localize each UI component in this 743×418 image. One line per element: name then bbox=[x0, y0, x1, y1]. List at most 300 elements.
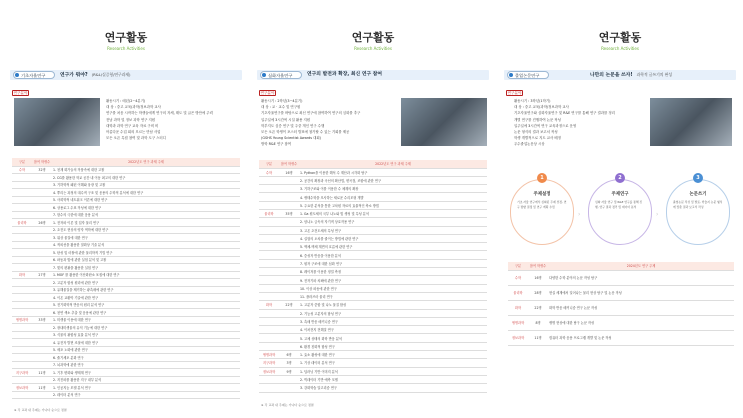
table-header-cell: 참여 학생수 bbox=[32, 158, 52, 166]
count-cell: 9명 bbox=[279, 367, 299, 375]
section-headline: 연구의 발전과 확장, 최신 연구 참여 bbox=[307, 72, 383, 77]
bullet: 연구를 처음 시작하는 학생들에게 연구의 자세, 태도 및 글은 방안에 주력 bbox=[106, 111, 213, 116]
table-row bbox=[12, 234, 240, 242]
count-cell bbox=[279, 234, 299, 242]
table-row bbox=[259, 367, 487, 375]
subject-cell bbox=[259, 243, 279, 251]
subject-cell: 생명과학 bbox=[259, 351, 279, 359]
subject-cell: 지구과학 bbox=[259, 359, 279, 367]
table-header-cell: 2024년도 연구 주제 bbox=[548, 262, 734, 270]
count-cell: 6명 bbox=[279, 351, 299, 359]
bullet: 기초자율연구를 바탕으로 최신 연구에 참여하여 연구의 심화를 추구 bbox=[261, 111, 361, 116]
topic-cell: 4. 뿌리는 과정의 대수적 구조 및 응용의 수학적 분석에 대한 연구 bbox=[52, 189, 240, 197]
subject-cell bbox=[12, 346, 32, 354]
topic-cell: 2. 지진파를 활용한 지구 내부 분석 bbox=[52, 376, 240, 384]
subject-cell bbox=[259, 309, 279, 317]
topic-cell: 5. 액체-액체 계면의 흐름에 관한 연구 bbox=[299, 243, 487, 251]
section-bar bbox=[504, 70, 736, 80]
table-row bbox=[12, 211, 240, 219]
table-row bbox=[12, 166, 240, 174]
table-row bbox=[12, 264, 240, 272]
page-basic-research bbox=[6, 0, 246, 418]
research-tag: 연구분야 bbox=[507, 91, 522, 95]
table-row bbox=[259, 334, 487, 342]
subject-cell bbox=[259, 317, 279, 325]
topic-cell: 2. 삼나노 금속의 자기적 상호작용 연구 bbox=[299, 218, 487, 226]
subject-cell bbox=[12, 391, 32, 399]
count-cell bbox=[279, 384, 299, 392]
bullet: 기초자율연구와 심화자율연구 및 R&E 연구를 통해 연구 결과를 정리 bbox=[514, 111, 615, 116]
step-topic: 주제설정 기초 자율 연구에서 심화된 주제 선정, 연구 방향 결정 및 연구 계획 수립 1 bbox=[510, 173, 574, 245]
table-row bbox=[12, 346, 240, 354]
topic-cell: 1. 전자파 이론 및 입자 물리 연구 bbox=[52, 219, 240, 227]
table-row bbox=[259, 292, 487, 300]
topic-cell: 3. 촉매 반응 메커니즘 연구 bbox=[299, 317, 487, 325]
subject-cell bbox=[259, 326, 279, 334]
subject-cell: 수학 bbox=[12, 166, 32, 174]
table-row bbox=[259, 384, 487, 392]
table-row bbox=[508, 315, 734, 330]
table-row bbox=[12, 279, 240, 287]
table-row bbox=[259, 168, 487, 176]
topic-cell: 10. 이상 파동에 관한 연구 bbox=[299, 284, 487, 292]
count-cell bbox=[32, 286, 52, 294]
table-header-cell: 참여 학생수 bbox=[279, 160, 299, 168]
topic-cell: 11. 플라즈마 물리 연구 bbox=[299, 292, 487, 300]
subject-cell bbox=[259, 185, 279, 193]
bullet: 대 상 : 중고 교육(과학/정보과학 교사 bbox=[514, 105, 569, 110]
table-row bbox=[259, 309, 487, 317]
bullet: 모든 오픈 학생이 포스터 발표에 참가할 수 있는 기회를 제공 bbox=[261, 130, 350, 135]
topic-table bbox=[508, 262, 734, 346]
count-cell: 16명 bbox=[528, 270, 548, 285]
subject-cell bbox=[259, 375, 279, 383]
step-writing: 논문쓰기 졸업논문 작성 및 발표, 학술지 논문 형식에 맞춘 결과 보고서 작성 3 bbox=[666, 173, 730, 245]
table-row bbox=[12, 196, 240, 204]
table-row bbox=[12, 354, 240, 362]
table-row bbox=[259, 185, 487, 193]
topic-cell: 2. 초전도 현상의 양자 역학에 대한 연구 bbox=[52, 226, 240, 234]
count-cell bbox=[32, 324, 52, 332]
topic-cell: 3. 기하학적 패턴 이해와 웅장 및 고찰 bbox=[52, 181, 240, 189]
subject-cell bbox=[12, 264, 32, 272]
research-tag: 연구분야 bbox=[13, 91, 28, 95]
topic-cell: 5. 탄성 및 마찰에 관한 물리학적 기법 연구 bbox=[52, 249, 240, 257]
subject-cell: 화학 bbox=[259, 301, 279, 309]
count-cell: 11명 bbox=[32, 369, 52, 377]
bullet: 활동시기 : 3학년(1학기) bbox=[514, 99, 551, 103]
page-header bbox=[6, 32, 246, 51]
subject-cell bbox=[259, 234, 279, 242]
category-pill: 기초자율연구 bbox=[13, 71, 55, 79]
count-cell bbox=[279, 251, 299, 259]
count-cell bbox=[279, 292, 299, 300]
table-note: ※ 각 교과 내 주제는 가나다 순으로 정렬 bbox=[14, 408, 67, 412]
subject-cell: 물리학 bbox=[508, 285, 528, 300]
count-cell bbox=[32, 301, 52, 309]
topic-cell: 1. 고분자 중합 및 나노 물질 합성 bbox=[299, 301, 487, 309]
count-cell bbox=[32, 241, 52, 249]
lab-photo bbox=[401, 98, 487, 146]
table-header-cell: 2022년도 연구 과제 주제 bbox=[299, 160, 487, 168]
subject-cell: 정보과학 bbox=[259, 367, 279, 375]
bullet: 활동시기 : 2학년(3~4분기) bbox=[261, 99, 303, 103]
table-row bbox=[508, 300, 734, 315]
topic-cell: 1. Python을 이용한 해석 수 계산과 시각화 탐구 bbox=[299, 168, 487, 176]
subject-cell bbox=[12, 279, 32, 287]
topic-cell: 1. 인공지능 모델 분석 연구 bbox=[52, 384, 240, 392]
bullet: 학부지도 심층 연구 및 주중 개인 연구 수행 bbox=[261, 123, 325, 128]
count-cell bbox=[279, 243, 299, 251]
table-row bbox=[12, 286, 240, 294]
topic-cell: 3. 강화학습 알고리즘 연구 bbox=[299, 384, 487, 392]
topic-cell: 1. 기후 변화와 생태계 연구 bbox=[52, 369, 240, 377]
count-cell: 33명 bbox=[32, 316, 52, 324]
step-research: 주제연구 심화 자율 연구 및 R&E 연구를 통해 진행, 연구 결과 정리 및 데이터 분석 2 bbox=[588, 173, 652, 245]
table-row bbox=[259, 342, 487, 350]
count-cell bbox=[279, 226, 299, 234]
subject-cell bbox=[12, 226, 32, 234]
topic-cell: 화학 반응 메커니즘 연구 논문 작성 bbox=[548, 300, 734, 315]
arrow-right-icon: › bbox=[578, 211, 581, 218]
research-tag: 연구분야 bbox=[260, 91, 275, 95]
topic-cell: 다양한 수학 분야의 논문 작성 탐구 bbox=[548, 270, 734, 285]
step-number: 1 bbox=[537, 173, 547, 183]
subject-cell bbox=[259, 292, 279, 300]
bullet: 대 상 : 중고 교육(과학/정보과학 교사 bbox=[106, 105, 161, 110]
topic-table bbox=[259, 160, 487, 393]
subject-cell bbox=[12, 309, 32, 317]
table-row bbox=[508, 285, 734, 300]
table-row bbox=[12, 249, 240, 257]
table-row bbox=[259, 226, 487, 234]
subject-cell bbox=[259, 176, 279, 184]
topic-cell: 7. 빛의 편광을 활용한 실험 연구 bbox=[52, 264, 240, 272]
count-cell: 32명 bbox=[32, 166, 52, 174]
bullet: 일주일에 3시간씩 연구 교육과정으로 운영 bbox=[514, 123, 577, 128]
bullet-list bbox=[514, 98, 649, 148]
topic-cell: 2. CG를 활용한 학교 공간 내 이동 최고의 대한 연구 bbox=[52, 174, 240, 182]
topic-cell: 5. 고체 상태의 화학 반응 분석 bbox=[299, 334, 487, 342]
subject-cell bbox=[259, 218, 279, 226]
table-row bbox=[259, 284, 487, 292]
count-cell bbox=[279, 309, 299, 317]
bullet-list bbox=[261, 98, 396, 148]
count-cell bbox=[279, 375, 299, 383]
subject-cell bbox=[12, 324, 32, 332]
table-row bbox=[12, 324, 240, 332]
subject-cell: 수학 bbox=[508, 270, 528, 285]
subject-cell: 물리학 bbox=[259, 209, 279, 217]
dot-icon bbox=[15, 73, 19, 77]
count-cell: 22명 bbox=[528, 300, 548, 315]
count-cell bbox=[32, 204, 52, 212]
table-header-cell: 2022년도 연구 과제 주제 bbox=[52, 158, 240, 166]
table-row bbox=[12, 339, 240, 347]
count-cell bbox=[279, 185, 299, 193]
page-subtitle: Research Activities bbox=[107, 46, 145, 51]
table-row bbox=[259, 268, 487, 276]
topic-cell: 8. 레이저를 이용한 정밀 측정 bbox=[299, 268, 487, 276]
subject-cell bbox=[12, 211, 32, 219]
topic-cell: 4. 이온 교환막 기술에 관한 연구 bbox=[52, 294, 240, 302]
subject-cell: 정보과학 bbox=[12, 384, 32, 392]
topic-cell: 5. 전기화학적 반응의 원리 분석 연구 bbox=[52, 301, 240, 309]
subject-cell bbox=[259, 342, 279, 350]
table-row bbox=[259, 351, 487, 359]
bullet: 아름다운 수업 회의 모르는 만남 사업 bbox=[106, 130, 161, 135]
table-row bbox=[12, 226, 240, 234]
table-row bbox=[508, 270, 734, 285]
bullet: 활동시기 : 매년(2~4분기) bbox=[106, 99, 146, 103]
topic-cell: 9. 전자기파 차폐에 관한 연구 bbox=[299, 276, 487, 284]
table-row bbox=[12, 384, 240, 392]
arrow-right-icon: › bbox=[656, 211, 659, 218]
table-row bbox=[508, 330, 734, 345]
subject-cell bbox=[12, 196, 32, 204]
topic-cell: 2. 기능성 고분자의 합성 연구 bbox=[299, 309, 487, 317]
topic-cell: 2. 공간의 확장과 곡선의 확산법, 변곡점, 조합에 관한 연구 bbox=[299, 176, 487, 184]
count-cell bbox=[32, 376, 52, 384]
topic-cell: 컴퓨터 과학 응용 프로그램 개발 및 논문 작성 bbox=[548, 330, 734, 345]
table-row bbox=[259, 326, 487, 334]
bullet-list bbox=[106, 98, 241, 141]
table-header-cell: 구분 bbox=[508, 262, 528, 270]
table-row bbox=[12, 376, 240, 384]
section-bar bbox=[257, 70, 489, 80]
topic-cell: 1. MOF 를 활용한 이산화탄소 포집에 대한 연구 bbox=[52, 271, 240, 279]
count-cell: 11명 bbox=[528, 330, 548, 345]
table-row bbox=[12, 189, 240, 197]
count-cell: 8명 bbox=[528, 315, 548, 330]
count-cell bbox=[279, 334, 299, 342]
bullet: 우수졸업논문상 시상 bbox=[514, 142, 545, 147]
subject-cell bbox=[12, 294, 32, 302]
subject-cell bbox=[12, 181, 32, 189]
count-cell bbox=[279, 317, 299, 325]
count-cell bbox=[279, 342, 299, 350]
step-number: 2 bbox=[615, 173, 625, 183]
section-headline: 연구가 뭐야? (R&L/실증형/연구과제) bbox=[60, 72, 131, 78]
count-cell: 3명 bbox=[279, 359, 299, 367]
topic-cell: 2. 고분자 합성 원리에 관한 연구 bbox=[52, 279, 240, 287]
topic-cell: 생명 현상에 대한 탐구 논문 작성 bbox=[548, 315, 734, 330]
topic-cell: 1. 기상 데이터 분석 연구 bbox=[299, 359, 487, 367]
table-row bbox=[12, 271, 240, 279]
page-header bbox=[253, 32, 493, 51]
table-row bbox=[259, 251, 487, 259]
subject-cell: 생명과학 bbox=[508, 315, 528, 330]
table-row bbox=[259, 259, 487, 267]
subject-cell bbox=[12, 189, 32, 197]
table-row bbox=[259, 201, 487, 209]
bullet: 일주일에 3시간씩 시설 활용 지원 bbox=[261, 117, 311, 122]
bullet: (GSHS Young Scientist Awards 대회) bbox=[261, 136, 321, 141]
table-row bbox=[259, 317, 487, 325]
count-cell bbox=[279, 284, 299, 292]
table-row bbox=[259, 243, 487, 251]
topic-cell: 7. 뇌과학에 관한 연구 bbox=[52, 361, 240, 369]
table-row bbox=[12, 256, 240, 264]
count-cell bbox=[32, 181, 52, 189]
page-title: 연구활동 bbox=[598, 31, 642, 44]
table-row bbox=[12, 181, 240, 189]
topic-cell: 3. 기하구조와 이를 이용한 수 체계의 확장 bbox=[299, 185, 487, 193]
bullet: 모든 오픈 특집 참여 및 과학 도구 스터디 bbox=[106, 136, 166, 141]
topic-cell: 2. 빅데이터 기반 예측 모델 bbox=[299, 375, 487, 383]
subject-cell bbox=[259, 276, 279, 284]
count-cell bbox=[32, 196, 52, 204]
table-row bbox=[259, 176, 487, 184]
count-cell bbox=[279, 176, 299, 184]
page-subtitle: Research Activities bbox=[601, 46, 639, 51]
count-cell bbox=[279, 268, 299, 276]
table-row bbox=[12, 369, 240, 377]
subject-cell bbox=[259, 268, 279, 276]
topic-cell: 5. 세포 노화에 관한 연구 bbox=[52, 346, 240, 354]
topic-cell: 4. 실험의 오차를 줄이는 방법에 관한 연구 bbox=[299, 234, 487, 242]
table-row bbox=[259, 234, 487, 242]
topic-cell: 3. 위상 물질에 대한 연구 bbox=[52, 234, 240, 242]
subject-cell bbox=[259, 334, 279, 342]
count-cell bbox=[279, 201, 299, 209]
subject-cell bbox=[12, 286, 32, 294]
page-header bbox=[500, 32, 740, 51]
count-cell: 11명 bbox=[32, 384, 52, 392]
topic-cell: 1. 천재 화가들의 작품속에 대한 고찰 bbox=[52, 166, 240, 174]
table-header-cell: 참여 학생수 bbox=[528, 262, 548, 270]
bullet: 개별 연구를 진행하여 논문 작성 bbox=[514, 117, 561, 122]
count-cell bbox=[32, 309, 52, 317]
topic-cell: 7. 함수의 극한에 대한 응용 분석 bbox=[52, 211, 240, 219]
topic-cell: 4. 생태수학을 모사하는 새로운 수리모형 개발 bbox=[299, 193, 487, 201]
topic-cell: 6. 환경 친화적 합성 연구 bbox=[299, 342, 487, 350]
topic-cell: 3. 식물의 광합성 효율 분석 연구 bbox=[52, 331, 240, 339]
table-row bbox=[259, 301, 487, 309]
topic-cell: 현실 세계에서 일어나는 물리 현상 탐구 및 논문 작성 bbox=[548, 285, 734, 300]
dot-icon bbox=[509, 73, 513, 77]
topic-cell: 7. 원자 구조에 대한 심화 연구 bbox=[299, 259, 487, 267]
count-cell: 28명 bbox=[528, 285, 548, 300]
table-row bbox=[12, 301, 240, 309]
count-cell bbox=[32, 226, 52, 234]
table-row bbox=[12, 294, 240, 302]
table-row bbox=[12, 174, 240, 182]
count-cell bbox=[32, 346, 52, 354]
count-cell bbox=[32, 234, 52, 242]
subject-cell: 생명과학 bbox=[12, 316, 32, 324]
subject-cell bbox=[12, 241, 32, 249]
page-title: 연구활동 bbox=[351, 31, 395, 44]
subject-cell bbox=[12, 354, 32, 362]
step-number: 3 bbox=[693, 173, 703, 183]
table-row bbox=[259, 218, 487, 226]
subject-cell bbox=[12, 204, 32, 212]
topic-cell: 1. Ga 원도체의 국부 나노와 빛 생성 및 특성 분석 bbox=[299, 209, 487, 217]
count-cell bbox=[32, 256, 52, 264]
table-row bbox=[259, 375, 487, 383]
count-cell bbox=[32, 211, 52, 219]
topic-cell: 1. 효소 활성에 대한 연구 bbox=[299, 351, 487, 359]
count-cell bbox=[279, 193, 299, 201]
subject-cell bbox=[12, 361, 32, 369]
topic-cell: 6. 파동과 빛에 관한 실험 분석 및 고찰 bbox=[52, 256, 240, 264]
subject-cell: 지구과학 bbox=[12, 369, 32, 377]
topic-cell: 4. 적외선을 활용한 열화상 기술 분석 bbox=[52, 241, 240, 249]
topic-cell: 5. 주요한 분석을 통한 고차원 자료의 효율적인 축소 방법 bbox=[299, 201, 487, 209]
count-cell bbox=[32, 264, 52, 272]
subject-cell bbox=[259, 259, 279, 267]
section-headline: 나만의 논문을 쓰자! 과학적 글쓰기의 완성 bbox=[590, 72, 673, 78]
subject-cell bbox=[12, 301, 32, 309]
topic-cell: 2. 데이터 분석 연구 bbox=[52, 391, 240, 399]
subject-cell bbox=[12, 339, 32, 347]
count-cell bbox=[279, 276, 299, 284]
section-bar bbox=[10, 70, 242, 80]
count-cell bbox=[279, 218, 299, 226]
subject-cell bbox=[259, 193, 279, 201]
bullet: 논문 형식의 결과 보고서 작성 bbox=[514, 130, 558, 135]
table-row bbox=[12, 316, 240, 324]
table-header-cell: 구분 bbox=[12, 158, 32, 166]
subject-cell bbox=[259, 226, 279, 234]
count-cell: 26명 bbox=[32, 219, 52, 227]
subject-cell bbox=[12, 249, 32, 257]
topic-cell: 6. 줄기세포 분화 연구 bbox=[52, 354, 240, 362]
table-row bbox=[12, 204, 240, 212]
subject-cell: 화학 bbox=[508, 300, 528, 315]
table-row bbox=[12, 309, 240, 317]
topic-cell: 3. 고온 초전도체의 특성 연구 bbox=[299, 226, 487, 234]
count-cell bbox=[279, 326, 299, 334]
table-header-cell: 구분 bbox=[259, 160, 279, 168]
count-cell bbox=[32, 391, 52, 399]
subject-cell bbox=[12, 331, 32, 339]
count-cell bbox=[32, 354, 52, 362]
count-cell: 22명 bbox=[279, 301, 299, 309]
count-cell bbox=[32, 331, 52, 339]
topic-cell: 4. 유전자 발현 조절에 대한 연구 bbox=[52, 339, 240, 347]
count-cell bbox=[32, 279, 52, 287]
bullet: 전남 과학 및 정보 과학 연구 지원 bbox=[106, 117, 156, 122]
classroom-photo bbox=[14, 98, 100, 146]
topic-cell: 2. 장내미생물의 유익 기능에 대한 연구 bbox=[52, 324, 240, 332]
table-row bbox=[259, 209, 487, 217]
topic-cell: 5. 사회학적 네트워크 이론에 대한 연구 bbox=[52, 196, 240, 204]
page-thesis-research bbox=[500, 0, 740, 418]
topic-cell: 1. 딥러닝 기반 이미지 분석 bbox=[299, 367, 487, 375]
page-title: 연구활동 bbox=[104, 31, 148, 44]
category-pill: 졸업논문연구 bbox=[507, 71, 549, 79]
bullet: 대학과 과학 연구 교육 자료 구비 비 bbox=[106, 123, 159, 128]
table-note: ※ 각 교과 내 주제는 가나다 순으로 정렬 bbox=[261, 403, 314, 407]
bullet: 학생 개별적으로 지도 교사 배정 bbox=[514, 136, 561, 141]
subject-cell: 화학 bbox=[12, 271, 32, 279]
topic-cell: 3. 유해물질을 제거하는 광촉매에 관한 연구 bbox=[52, 286, 240, 294]
topic-cell: 1. 미생물 이용에 대한 연구 bbox=[52, 316, 240, 324]
table-row bbox=[12, 331, 240, 339]
table-row bbox=[259, 193, 487, 201]
subject-cell: 정보과학 bbox=[508, 330, 528, 345]
subject-cell bbox=[259, 251, 279, 259]
count-cell bbox=[32, 174, 52, 182]
count-cell: 35명 bbox=[279, 209, 299, 217]
process-flow bbox=[510, 173, 730, 245]
page-subtitle: Research Activities bbox=[354, 46, 392, 51]
bullet: 방학 R&E 연구 참여 bbox=[261, 142, 292, 147]
topic-table bbox=[12, 158, 240, 399]
count-cell bbox=[32, 339, 52, 347]
